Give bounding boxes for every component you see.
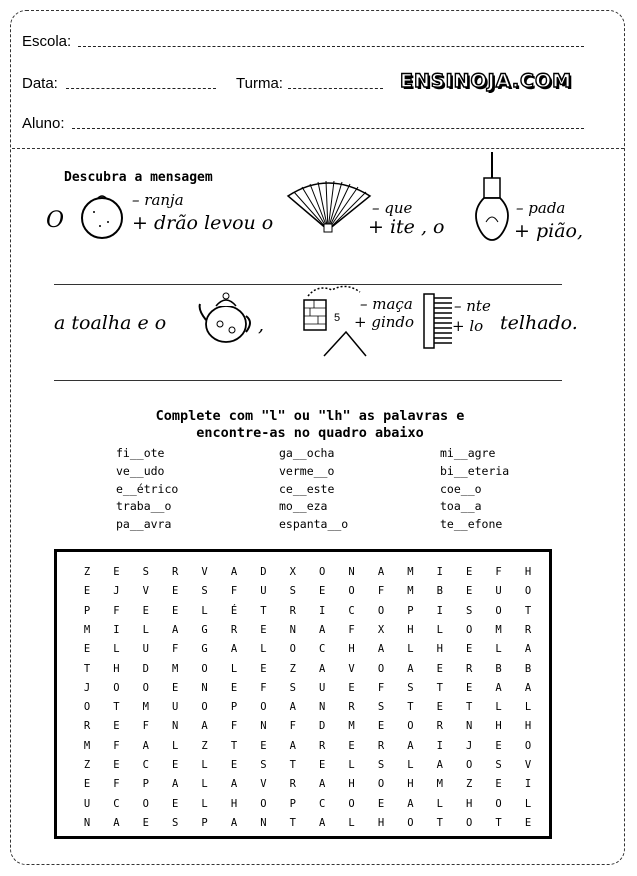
grid-letter[interactable]: I: [436, 739, 443, 752]
grid-letter[interactable]: T: [524, 604, 532, 617]
grid-letter[interactable]: V: [348, 662, 355, 675]
grid-letter[interactable]: H: [524, 720, 532, 733]
grid-letter[interactable]: E: [466, 585, 473, 598]
bulb-minus: – pada: [516, 199, 566, 217]
grid-letter[interactable]: A: [407, 797, 414, 810]
grid-letter[interactable]: H: [348, 643, 355, 656]
grid-letter[interactable]: A: [524, 681, 532, 694]
grid-letter[interactable]: M: [83, 623, 91, 636]
grid-letter[interactable]: M: [172, 662, 179, 675]
chimney-number: 5: [334, 312, 341, 324]
grid-letter[interactable]: A: [377, 566, 385, 578]
grid-letter[interactable]: L: [172, 739, 179, 752]
comb-minus: – nte: [454, 297, 491, 315]
grid-letter[interactable]: I: [319, 604, 326, 617]
grid-letter[interactable]: N: [172, 720, 179, 733]
escola-label: Escola:: [22, 33, 72, 50]
grid-letter[interactable]: S: [260, 759, 267, 771]
grid-letter[interactable]: O: [377, 604, 385, 617]
grid-letter[interactable]: A: [319, 662, 326, 675]
rebus-start: O: [46, 208, 65, 233]
section2-title-line1: Complete com "l" ou "lh" as palavras e: [155, 408, 465, 424]
grid-letter[interactable]: P: [289, 797, 296, 810]
orange-plus: + drão levou o: [132, 212, 274, 234]
grid-letter[interactable]: O: [348, 585, 355, 598]
grid-letter[interactable]: P: [407, 604, 414, 617]
grid-letter[interactable]: N: [260, 720, 267, 733]
grid-letter[interactable]: N: [466, 720, 473, 733]
word-item: bi__eteria: [440, 464, 510, 478]
word-item: ve__udo: [116, 464, 165, 478]
grid-letter[interactable]: O: [260, 701, 267, 714]
grid-letter[interactable]: D: [319, 720, 326, 733]
grid-letter[interactable]: S: [142, 566, 149, 578]
grid-letter[interactable]: A: [319, 623, 326, 636]
grid-letter[interactable]: E: [466, 643, 473, 656]
grid-letter[interactable]: E: [113, 566, 120, 578]
grid-letter[interactable]: U: [172, 701, 179, 714]
grid-letter[interactable]: T: [289, 759, 296, 771]
grid-letter[interactable]: F: [113, 778, 120, 791]
grid-letter[interactable]: H: [407, 623, 414, 636]
word-item: espanta__o: [279, 517, 349, 531]
grid-letter[interactable]: E: [230, 681, 238, 694]
rebus-line2-start: a toalha e o: [54, 312, 167, 334]
grid-letter[interactable]: M: [407, 585, 414, 598]
light-bulb-icon: [470, 152, 514, 244]
grid-letter[interactable]: R: [289, 778, 296, 791]
aluno-field[interactable]: [72, 128, 584, 129]
grid-letter[interactable]: S: [201, 585, 208, 598]
grid-letter[interactable]: F: [113, 604, 120, 617]
grid-letter[interactable]: F: [377, 585, 385, 598]
grid-letter[interactable]: F: [348, 623, 355, 636]
grid-letter[interactable]: E: [83, 643, 91, 656]
grid-letter[interactable]: F: [289, 720, 296, 733]
grid-letter[interactable]: V: [260, 778, 267, 791]
grid-letter[interactable]: P: [83, 604, 91, 617]
grid-letter[interactable]: O: [319, 566, 326, 578]
fan-icon: [284, 176, 374, 236]
grid-letter[interactable]: Z: [201, 739, 208, 752]
grid-letter[interactable]: H: [230, 797, 238, 810]
grid-letter[interactable]: R: [377, 739, 385, 752]
grid-letter[interactable]: S: [377, 701, 385, 714]
grid-letter[interactable]: N: [289, 623, 296, 636]
grid-letter[interactable]: A: [319, 778, 326, 791]
rebus-line2-end: telhado.: [500, 312, 578, 334]
grid-letter[interactable]: L: [201, 604, 208, 617]
grid-letter[interactable]: I: [113, 623, 120, 636]
grid-letter[interactable]: H: [348, 778, 355, 791]
grid-letter[interactable]: E: [348, 739, 355, 752]
grid-letter[interactable]: C: [319, 797, 326, 810]
grid-letter[interactable]: P: [201, 816, 208, 829]
fan-plus: + ite , o: [368, 216, 445, 238]
grid-letter[interactable]: A: [377, 643, 385, 656]
grid-letter[interactable]: A: [289, 701, 296, 714]
grid-letter[interactable]: E: [466, 681, 473, 694]
grid-letter[interactable]: A: [230, 816, 238, 829]
grid-letter[interactable]: M: [142, 701, 149, 714]
grid-letter[interactable]: I: [524, 778, 532, 791]
grid-letter[interactable]: F: [377, 681, 385, 694]
grid-letter[interactable]: E: [172, 585, 179, 598]
grid-letter[interactable]: U: [142, 643, 149, 656]
grid-letter[interactable]: C: [319, 643, 326, 656]
grid-letter[interactable]: O: [407, 816, 414, 829]
grid-letter[interactable]: U: [83, 797, 91, 810]
turma-field[interactable]: [288, 88, 383, 89]
grid-letter[interactable]: R: [83, 720, 91, 733]
grid-letter[interactable]: P: [142, 778, 149, 791]
grid-letter[interactable]: E: [172, 797, 179, 810]
grid-letter[interactable]: F: [142, 720, 149, 733]
grid-letter[interactable]: N: [83, 816, 91, 829]
grid-letter[interactable]: L: [495, 701, 502, 714]
grid-letter[interactable]: L: [201, 797, 208, 810]
grid-letter[interactable]: Z: [289, 662, 296, 675]
grid-letter[interactable]: T: [407, 701, 414, 714]
grid-letter[interactable]: N: [201, 681, 208, 694]
grid-letter[interactable]: F: [172, 643, 179, 656]
grid-letter[interactable]: O: [407, 720, 414, 733]
grid-letter[interactable]: L: [201, 759, 208, 771]
grid-letter[interactable]: T: [260, 604, 267, 617]
word-item: traba__o: [116, 499, 172, 513]
grid-letter[interactable]: M: [83, 739, 91, 752]
comb-plus: + lo: [452, 317, 484, 335]
word-item: te__efone: [440, 517, 503, 531]
grid-letter[interactable]: O: [524, 739, 532, 752]
rebus-comma: ,: [258, 314, 265, 336]
grid-letter[interactable]: F: [113, 739, 120, 752]
grid-letter[interactable]: O: [377, 662, 385, 675]
grid-letter[interactable]: O: [83, 701, 91, 714]
grid-letter[interactable]: O: [524, 585, 532, 598]
grid-letter[interactable]: L: [407, 643, 414, 656]
grid-letter[interactable]: E: [495, 778, 502, 791]
bulb-plus: + pião,: [514, 220, 584, 242]
grid-letter[interactable]: L: [230, 662, 238, 675]
grid-letter[interactable]: G: [201, 623, 208, 636]
grid-letter[interactable]: E: [436, 662, 443, 675]
grid-letter[interactable]: A: [407, 739, 414, 752]
grid-letter[interactable]: F: [230, 720, 238, 733]
grid-letter[interactable]: S: [466, 604, 473, 617]
grid-letter[interactable]: T: [436, 816, 443, 829]
grid-letter[interactable]: J: [466, 739, 473, 752]
grid-letter[interactable]: E: [142, 604, 149, 617]
grid-letter[interactable]: L: [495, 643, 502, 656]
grid-letter[interactable]: R: [172, 566, 179, 578]
grid-letter[interactable]: E: [260, 739, 267, 752]
chimney-minus: – maça: [360, 295, 413, 313]
grid-letter[interactable]: E: [377, 797, 385, 810]
grid-letter[interactable]: A: [436, 759, 443, 771]
grid-letter[interactable]: B: [436, 585, 443, 598]
word-item: e__étrico: [116, 482, 179, 496]
grid-letter[interactable]: T: [436, 681, 443, 694]
grid-letter[interactable]: E: [142, 816, 149, 829]
grid-letter[interactable]: A: [524, 643, 532, 656]
grid-letter[interactable]: O: [113, 681, 120, 694]
escola-field[interactable]: [78, 46, 584, 47]
word-item: ce__este: [279, 482, 335, 496]
grid-letter[interactable]: E: [319, 759, 326, 771]
grid-letter[interactable]: S: [289, 585, 296, 598]
chimney-plus: + gindo: [354, 313, 415, 331]
grid-letter[interactable]: E: [348, 681, 355, 694]
site-logo: ENSINOJA.COM: [400, 70, 573, 92]
grid-letter[interactable]: O: [289, 643, 296, 656]
grid-letter[interactable]: O: [466, 759, 473, 771]
grid-letter[interactable]: T: [466, 701, 473, 714]
word-item: mo__eza: [279, 499, 328, 513]
grid-letter[interactable]: B: [524, 662, 532, 675]
grid-letter[interactable]: T: [83, 662, 91, 675]
grid-letter[interactable]: S: [172, 816, 179, 829]
word-item: mi__agre: [440, 446, 496, 460]
grid-letter[interactable]: V: [201, 566, 208, 578]
grid-letter[interactable]: L: [348, 816, 355, 829]
grid-letter[interactable]: E: [83, 778, 91, 791]
grid-letter[interactable]: S: [289, 681, 296, 694]
grid-letter[interactable]: U: [495, 585, 502, 598]
grid-letter[interactable]: A: [113, 816, 120, 829]
word-item: coe__o: [440, 482, 482, 496]
grid-letter[interactable]: E: [319, 585, 326, 598]
grid-letter[interactable]: X: [377, 623, 385, 636]
grid-letter[interactable]: A: [172, 778, 179, 791]
grid-letter[interactable]: T: [113, 701, 120, 714]
grid-letter[interactable]: O: [142, 797, 149, 810]
grid-letter[interactable]: T: [289, 816, 296, 829]
grid-letter[interactable]: E: [113, 759, 120, 771]
grid-letter[interactable]: E: [260, 662, 267, 675]
grid-letter[interactable]: M: [348, 720, 355, 733]
grid-letter[interactable]: L: [113, 643, 120, 656]
grid-letter[interactable]: L: [436, 797, 443, 810]
teapot-icon: [198, 284, 254, 346]
grid-letter[interactable]: E: [260, 623, 267, 636]
grid-letter[interactable]: D: [142, 662, 149, 675]
grid-letter[interactable]: O: [201, 662, 208, 675]
grid-letter[interactable]: E: [172, 681, 179, 694]
grid-letter[interactable]: E: [377, 720, 385, 733]
grid-letter[interactable]: E: [524, 816, 532, 829]
comb-icon: [422, 292, 456, 350]
grid-letter[interactable]: H: [466, 797, 473, 810]
grid-letter[interactable]: I: [436, 604, 443, 617]
grid-letter[interactable]: O: [495, 604, 502, 617]
grid-letter[interactable]: L: [142, 623, 149, 636]
orange-minus: – ranja: [132, 191, 184, 209]
grid-letter[interactable]: S: [407, 681, 414, 694]
grid-letter[interactable]: H: [495, 720, 502, 733]
grid-letter[interactable]: É: [230, 604, 238, 617]
grid-letter[interactable]: E: [172, 759, 179, 771]
grid-letter[interactable]: H: [407, 778, 414, 791]
grid-letter[interactable]: H: [113, 662, 120, 675]
grid-letter[interactable]: L: [524, 797, 532, 810]
grid-letter[interactable]: T: [230, 739, 238, 752]
aluno-label: Aluno:: [22, 115, 65, 132]
fan-minus: – que: [372, 199, 413, 217]
grid-letter[interactable]: H: [436, 643, 443, 656]
word-item: ga__ocha: [279, 446, 335, 460]
grid-letter[interactable]: H: [524, 566, 532, 578]
grid-letter[interactable]: A: [201, 720, 208, 733]
section-divider: [12, 148, 624, 149]
grid-letter[interactable]: A: [289, 739, 296, 752]
grid-letter[interactable]: R: [524, 623, 532, 636]
grid-letter[interactable]: E: [436, 701, 443, 714]
grid-letter[interactable]: C: [142, 759, 149, 771]
grid-letter[interactable]: F: [495, 566, 502, 578]
grid-letter[interactable]: O: [348, 797, 355, 810]
grid-letter[interactable]: P: [230, 701, 238, 714]
grid-letter[interactable]: E: [495, 739, 502, 752]
data-label: Data:: [22, 75, 58, 92]
grid-letter[interactable]: A: [495, 681, 502, 694]
turma-label: Turma:: [236, 75, 283, 92]
grid-letter[interactable]: M: [407, 566, 414, 578]
grid-letter[interactable]: X: [289, 566, 296, 578]
word-item: verme__o: [279, 464, 335, 478]
grid-letter[interactable]: M: [436, 778, 443, 791]
grid-letter[interactable]: L: [524, 701, 532, 714]
grid-letter[interactable]: R: [436, 720, 443, 733]
grid-letter[interactable]: Z: [466, 778, 473, 791]
grid-letter[interactable]: A: [230, 566, 238, 578]
grid-letter[interactable]: E: [113, 720, 120, 733]
grid-letter[interactable]: C: [113, 797, 120, 810]
grid-letter[interactable]: J: [83, 681, 91, 694]
orange-icon: [78, 192, 128, 242]
grid-letter[interactable]: R: [466, 662, 473, 675]
data-field[interactable]: [66, 88, 216, 89]
grid-letter[interactable]: R: [289, 604, 296, 617]
grid-letter[interactable]: L: [436, 623, 443, 636]
grid-letter[interactable]: N: [348, 566, 355, 578]
grid-letter[interactable]: I: [436, 566, 443, 578]
grid-letter[interactable]: H: [377, 816, 385, 829]
grid-letter[interactable]: D: [260, 566, 267, 578]
grid-letter[interactable]: L: [407, 759, 414, 771]
grid-letter[interactable]: N: [260, 816, 267, 829]
grid-letter[interactable]: A: [142, 739, 149, 752]
grid-letter[interactable]: R: [319, 739, 326, 752]
grid-letter[interactable]: L: [201, 778, 208, 791]
word-item: fi__ote: [116, 446, 165, 460]
grid-letter[interactable]: N: [319, 701, 326, 714]
grid-letter[interactable]: A: [319, 816, 326, 829]
grid-letter[interactable]: S: [495, 759, 502, 771]
section1-title: Descubra a mensagem: [64, 170, 213, 185]
grid-letter[interactable]: A: [407, 662, 414, 675]
grid-letter[interactable]: O: [201, 701, 208, 714]
section2-title: [90, 408, 530, 442]
grid-letter[interactable]: Z: [83, 566, 91, 578]
grid-letter[interactable]: A: [230, 643, 238, 656]
grid-letter[interactable]: B: [495, 662, 502, 675]
grid-letter[interactable]: O: [260, 797, 267, 810]
grid-letter[interactable]: A: [230, 778, 238, 791]
grid-letter[interactable]: M: [495, 623, 502, 636]
grid-letter[interactable]: U: [319, 681, 326, 694]
grid-letter[interactable]: E: [466, 566, 473, 578]
grid-letter[interactable]: E: [230, 759, 238, 771]
grid-letter[interactable]: O: [466, 623, 473, 636]
grid-letter[interactable]: G: [201, 643, 208, 656]
grid-letter[interactable]: L: [260, 643, 267, 656]
grid-letter[interactable]: J: [113, 585, 120, 598]
grid-letter[interactable]: R: [230, 623, 238, 636]
grid-letter[interactable]: O: [466, 816, 473, 829]
grid-letter[interactable]: O: [142, 681, 149, 694]
grid-letter[interactable]: E: [83, 585, 91, 598]
grid-letter[interactable]: Z: [83, 759, 91, 771]
grid-letter[interactable]: E: [172, 604, 179, 617]
grid-letter[interactable]: A: [172, 623, 179, 636]
grid-letter[interactable]: R: [348, 701, 355, 714]
grid-letter[interactable]: O: [495, 797, 502, 810]
grid-letter[interactable]: F: [260, 681, 267, 694]
grid-letter[interactable]: T: [495, 816, 502, 829]
grid-letter[interactable]: S: [377, 759, 385, 771]
word-item: toa__a: [440, 499, 482, 513]
word-item: pa__avra: [116, 517, 172, 531]
grid-letter[interactable]: C: [348, 604, 355, 617]
grid-letter[interactable]: V: [142, 585, 149, 598]
grid-letter[interactable]: L: [348, 759, 355, 771]
grid-letter[interactable]: U: [260, 585, 267, 598]
section2-title-line2: encontre-as no quadro abaixo: [196, 425, 424, 441]
answer-line-2[interactable]: [54, 380, 562, 381]
grid-letter[interactable]: O: [377, 778, 385, 791]
grid-letter[interactable]: F: [230, 585, 238, 598]
grid-letter[interactable]: V: [524, 759, 532, 771]
